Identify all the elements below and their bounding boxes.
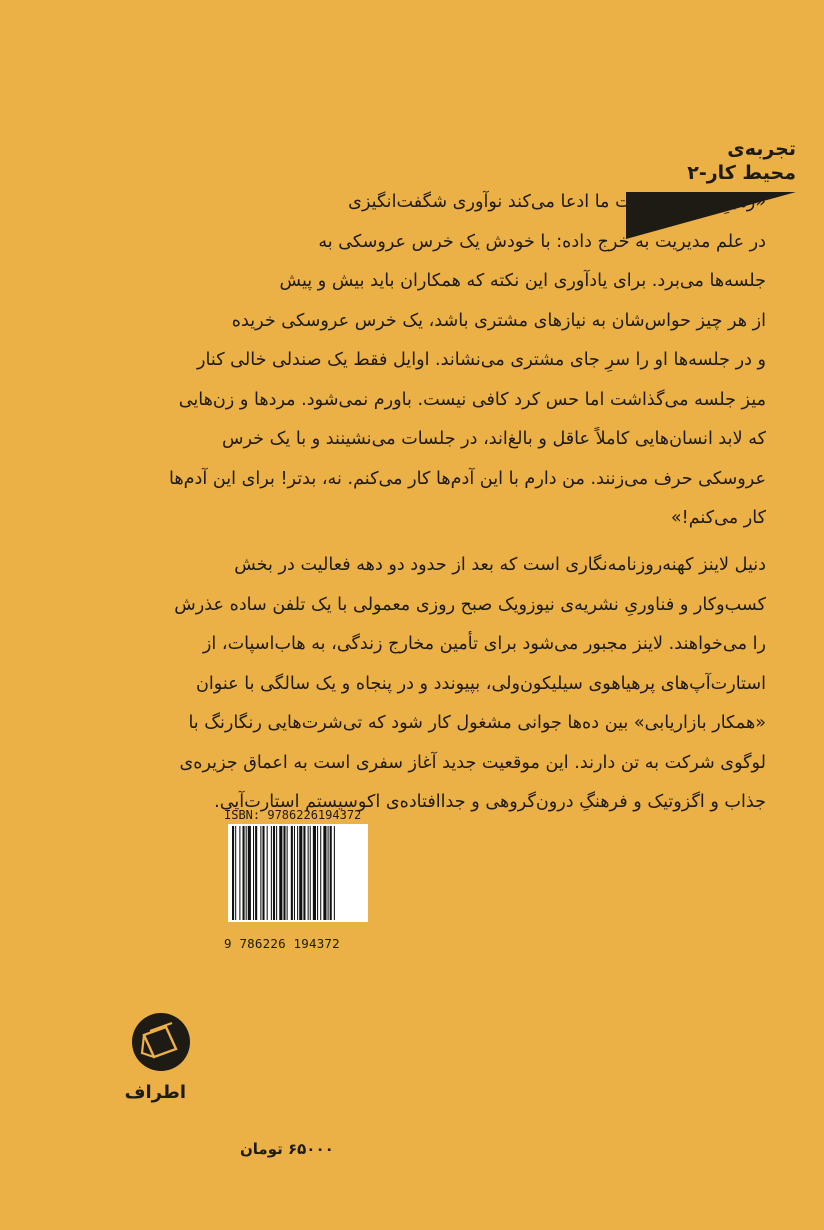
barcode-bar	[246, 826, 247, 920]
barcode-bar	[271, 826, 272, 920]
description-line: دنیل لاینز کهنه‌روزنامه‌نگاری است که بعد از حدود دو دهه فعالیت در بخش	[234, 555, 766, 575]
series-title	[636, 137, 796, 185]
barcode-bar	[294, 826, 295, 920]
barcode-bar	[279, 826, 282, 920]
description-line: «همکار بازاریابی» بین ده‌ها جوانی مشغول کار شود که تی‌شرت‌هایی رنگارنگ با	[188, 713, 766, 733]
barcode-bars	[228, 824, 368, 922]
barcode-bar	[328, 826, 329, 920]
description-line: لوگوی شرکت به تن دارند. این موقعیت جدید آغاز سفری است به اعماق جزیره‌ی	[179, 752, 766, 773]
barcode-bar	[276, 826, 277, 920]
quote-paragraph	[169, 183, 766, 539]
barcode-bar	[235, 826, 236, 920]
barcode-bar	[243, 826, 245, 920]
barcode-bar	[313, 826, 316, 920]
barcode-bar	[303, 826, 305, 920]
quote-line: میز جلسه می‌گذاشت اما حس کرد کافی نیست. باورم نمی‌شود. مردها و زن‌هایی	[178, 389, 766, 410]
description-line: جذاب و اگزوتیک و فرهنگِ درون‌گروهی و جداافتاده‌ی اکوسیستم استارت‌آپی.	[214, 792, 766, 812]
isbn-label: ISBN: 9786226194372	[224, 808, 362, 822]
barcode-bar	[232, 826, 234, 920]
quote-line: در علم مدیریت به خرج داده: با خودش یک خرس عروسکی به	[318, 231, 766, 252]
barcode-bar	[255, 826, 257, 920]
barcode-block	[224, 808, 374, 984]
barcode	[228, 824, 368, 922]
quote-line: «رهبرِ معنویِ شرکت ما ادعا می‌کند نوآوری شگفت‌انگیزی	[348, 192, 766, 212]
barcode-bar	[310, 826, 311, 920]
series-title-line: محیط کار-۲	[687, 162, 796, 184]
description-paragraph	[46, 546, 766, 823]
barcode-bar	[253, 826, 254, 920]
publisher-name: اطراف	[124, 1082, 186, 1103]
barcode-bar	[267, 826, 268, 920]
quote-line: که لابد انسان‌هایی کاملاً عاقل و بالغ‌اند، در جلسات می‌نشینند و با یک خرس	[221, 429, 766, 449]
book-icon	[132, 1013, 190, 1071]
barcode-bar	[334, 826, 335, 920]
barcode-bar	[260, 826, 261, 920]
quote-line: و در جلسه‌ها او را سرِ جای مشتری می‌نشاند. اوایل فقط یک صندلی خالی کنار	[197, 350, 766, 370]
barcode-digits: 9 786226 194372	[224, 936, 340, 951]
barcode-bar	[320, 826, 321, 920]
series-title-line: تجربه‌ی	[727, 138, 796, 160]
barcode-bar	[299, 826, 302, 920]
barcode-bar	[283, 826, 285, 920]
price: ۶۵۰۰۰ تومان	[240, 1140, 334, 1158]
description-line: استارت‌آپ‌های پرهیاهوی سیلیکون‌ولی، بپیوندد و در پنجاه و یک سالگی با عنوان	[195, 673, 766, 694]
barcode-bar	[323, 826, 326, 920]
quote-line: عروسکی حرف می‌زنند. من دارم با این آدم‌ها کار می‌کنم. نه، بدتر! برای این آدم‌ها	[169, 468, 766, 489]
quote-line: کار می‌کنم!»	[670, 508, 766, 528]
publisher-logo	[132, 1013, 190, 1071]
barcode-bar	[291, 826, 293, 920]
barcode-bar	[287, 826, 288, 920]
barcode-bar	[239, 826, 240, 920]
barcode-bar	[262, 826, 264, 920]
quote-line: جلسه‌ها می‌برد. برای یادآوری این نکته که همکاران باید بیش و پیش	[279, 271, 766, 291]
barcode-bar	[297, 826, 298, 920]
description-line: کسب‌وکار و فناوریِ نشریه‌ی نیوزویک صبح روزی معمولی با یک تلفن ساده عذرش	[174, 594, 766, 615]
barcode-bar	[273, 826, 275, 920]
description-line: را می‌خواهند. لاینز مجبور می‌شود برای تأمین مخارج زندگی، به هاب‌اسپات، از	[202, 634, 766, 654]
quote-line: از هر چیز حواس‌شان به نیازهای مشتری باشد، یک خرس عروسکی خریده	[231, 310, 766, 331]
barcode-bar	[308, 826, 309, 920]
barcode-bar	[248, 826, 251, 920]
barcode-bar	[330, 826, 332, 920]
barcode-bar	[317, 826, 318, 920]
